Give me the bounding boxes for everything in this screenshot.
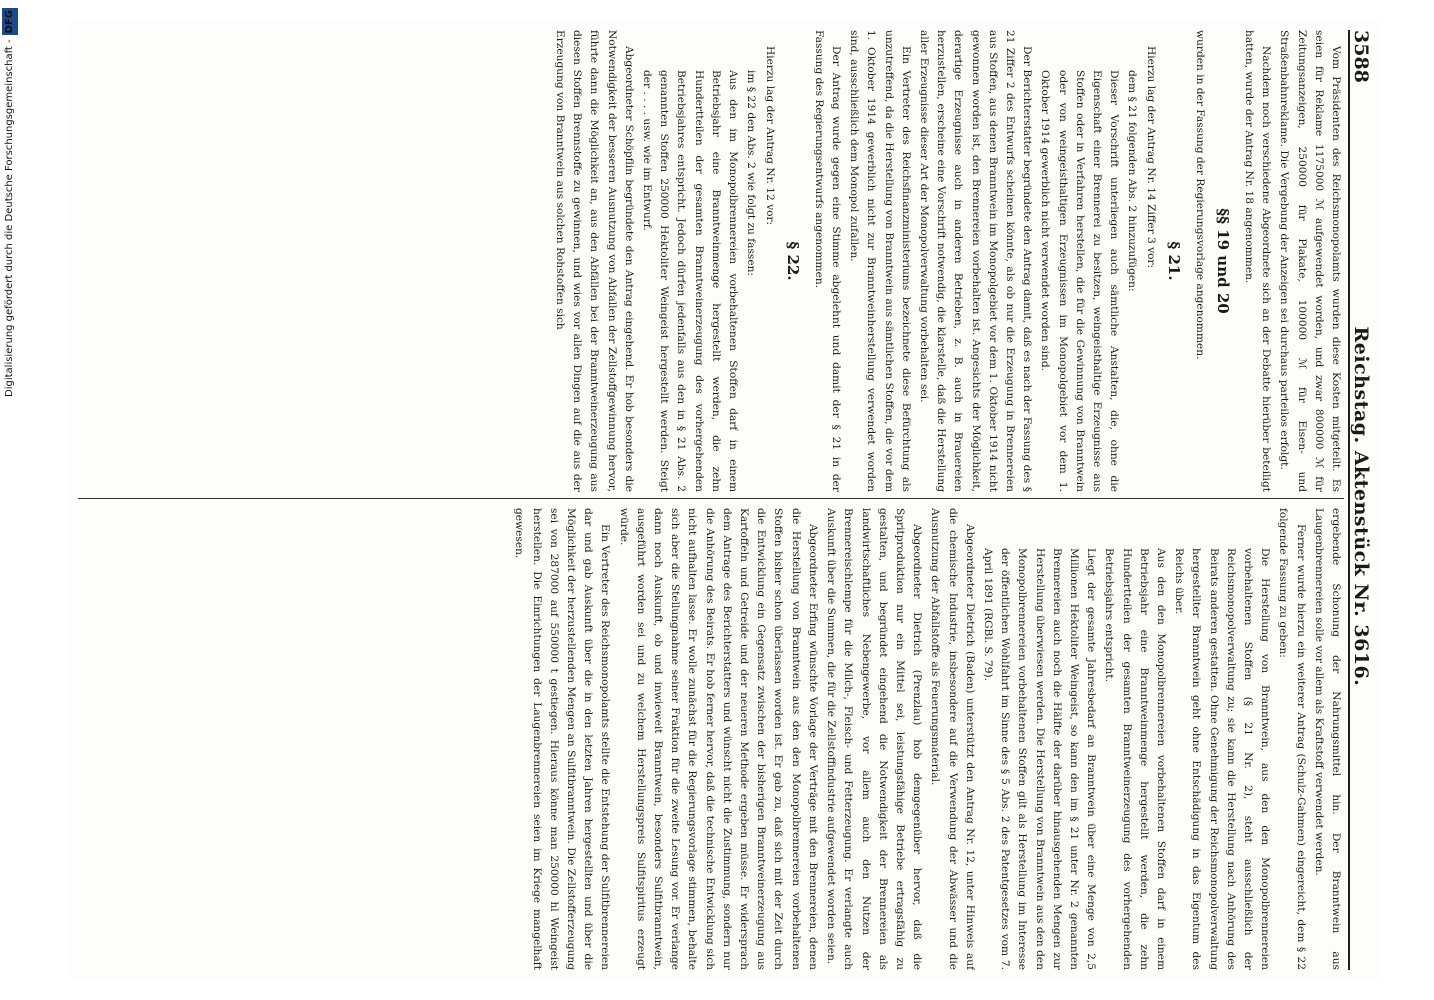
left-column: [74, 30, 1344, 492]
paragraph: Hierzu lag der Antrag Nr. 14 Ziffer 3 vor:: [1144, 46, 1157, 269]
paragraph: ergebende Schonung der Nahrungsmittel hin. Der Branntwein aus Laugenbrennereien solle vor allem als Kraftstoff verwendet werden.: [1312, 508, 1342, 970]
paragraph: wurden in der Fassung der Regierungsvorlage angenommen.: [1193, 30, 1206, 360]
paragraph: Ferner wurde hierzu ein weiterer Antrag (Schulz-Gahmen) eingereicht, dem § 22 folgende Fassung zu geben:: [1277, 508, 1307, 970]
dfg-logo: DFG: [2, 8, 18, 35]
section-heading: § 21.: [1164, 241, 1183, 281]
quoted-paragraph: Aus den den Monopolbrennereien vorbehaltenen Stoffen darf in einem Betriebsjahr eine Branntweinmenge hergestellt werden, die zehn Hundertteilen der gesamten Branntweinerzeugung des vorhergehenden Betriebsjahrs entspricht.: [1103, 548, 1167, 970]
paragraph: Hierzu lag der Antrag Nr. 12 vor:: [763, 46, 776, 226]
document-page: [70, 20, 1380, 980]
paragraph: Ein Vertreter des Reichsmonopolamts stellte die Entstehung der Sulfitbrennereien dar und gab Auskunft über die in den letzten Jahren hergestellten und über die Möglichkeit der herzustellenden Mengen an Sulfitbranntwein. Die Zellstofferzeugung sei von 287000 auf 550000 t gestiegen. Hieraus könne man 250000 hl Weingeist herstellen. Die Einrichtungen der Laugenbrennereien seien im Kriege mangelhaft gewesen.: [513, 508, 612, 970]
paragraph: Abgeordneter Dietrich (Baden) unterstützt den Antrag Nr. 12, unter Hinweis auf die chemische Industrie, insbesondere auf die Verwendung der Abwässer und die Ausnutzung der Abfallstoffe als Feuerungsmaterial.: [929, 508, 976, 970]
quoted-paragraph: dem § 21 folgenden Abs. 2 hinzuzufügen:: [1126, 70, 1139, 292]
paragraph: Der Berichterstatter begründete den Antrag damit, daß es nach der Fassung des § 21 Ziffer 2 des Entwurfs scheinen könnte, als ob nur die Erzeugung in Brennereien aus Stoffen, aus denen Branntwein im Monopolgebiet vor dem 1. Oktober 1914 nicht gewonnen worden ist, den Brennereien vorbehalten ist. Angesichts der Möglichkeit, derartige Erzeugnisse auch in anderen Betrieben, z. B. auch in Brauereien herzustellen, erscheine eine Vorschrift notwendig, die klarstelle, daß die Herstellung aller Erzeugnisse dieser Art der Monopolverwaltung vorbehalten sei.: [917, 30, 1034, 492]
paragraph: Abgeordneter Dietrich (Prenzlau) hob demgegenüber hervor, daß die Spritproduktion nur ein Mittel sei, leistungsfähige Betriebe ertragsfähig zu gestalten, und begründet eingehend die Notwendigkeit der Brennereien als landwirtschaftliches Nebengewerbe, vor allem auch den Nutzen der Brennereischlempe für die Milch-, Fleisch- und Fetterzeugung. Er verlangte auch Auskunft über die Summen, die für die Zellstoffindustrie aufgewendet worden seien.: [825, 508, 924, 970]
page-number: 3588: [1350, 30, 1372, 83]
page-header: [1348, 30, 1376, 970]
paragraph: Vom Präsidenten des Reichsmonopolamts wurden diese Kosten mitgeteilt. Es seien für Reklame 1175000 ℳ aufgewendet worden, und zwar 800000 ℳ für Zeitungsanzeigen, 250000 für Plakate, 100000 ℳ für Eisen- und Straßenbahnreklame. Die Vergebung der Anzeigen sei durchaus parteilos erfolgt.: [1278, 30, 1342, 492]
side-credit-text: [2, 8, 18, 992]
section-heading: §§ 19 und 20: [1213, 208, 1232, 314]
section-heading: § 22.: [783, 241, 802, 281]
quoted-paragraph: im § 22 den Abs. 2 wie folgt zu fassen:: [745, 70, 758, 276]
side-credit: [2, 8, 18, 992]
running-title: Reichstag. Aktenstück Nr. 3616.: [1350, 326, 1372, 687]
paragraph: Der Antrag wurde gegen eine Stimme abgelehnt und damit der § 21 in der Fassung des Regierungsentwurfs angenommen.: [812, 30, 842, 492]
quoted-paragraph: Dieser Vorschrift unterliegen auch sämtliche Anstalten, die, ohne die Eigenschaft einer Brennerei zu besitzen, weingeisthaltige Erzeugnisse aus Stoffen oder in Verfahren herstellen, die für die Gewinnung von Branntwein oder von weingeisthaltigen Erzeugnissen im Monopolgebiet vor dem 1. Oktober 1914 gewerblich nicht verwendet worden sind.: [1039, 70, 1121, 492]
paragraph: Nachdem noch verschiedene Abgeordnete sich an der Debatte hierüber beteiligt hatten, wurde der Antrag Nr. 18 angenommen.: [1242, 30, 1273, 492]
right-column: [74, 508, 1344, 970]
side-credit-label: Digitalisierung gefördert durch die Deutsche Forschungsgemeinschaft -: [4, 39, 15, 397]
quoted-paragraph: Aus den im Monopolbrennereien vorbehaltenen Stoffen darf in einem Betriebsjahr eine Branntweinmenge hergestellt werden, die zehn Hundertteilen der gesamten Branntweinerzeugung des vorhergehenden Betriebsjahres entspricht. Jedoch dürfen jedenfalls aus den in § 21 Abs. 2 genannten Stoffen 250000 Hektoliter Weingeist hergestellt werden. Steigt der . . . . usw. wie im Entwurf.: [641, 70, 740, 492]
quoted-paragraph: Liegt der gesamte Jahresbedarf an Branntwein über eine Menge von 2,5 Millionen Hektoliter Weingeist, so kann den im § 21 unter Nr. 2 genannten Brennereien auch noch die Hälfte der darüber hinausgehenden Mengen zur Herstellung überwiesen werden. Die Herstellung von Branntwein aus den den Monopolbrennereien vorbehaltenen Stoffen gilt als Herstellung im Interesse der öffentlichen Wohlfahrt im Sinne des § 5 Abs. 2 des Patentgesetzes vom 7. April 1891 (RGBl. S. 79).: [981, 548, 1098, 970]
paragraph: Abgeordneter Schöpflin begründete den Antrag eingehend. Er hob besonders die Notwendigkeit der besseren Ausnutzung von Abfallen der Zellstoffgewinnung hervor, führte dann die Möglichkeit an, aus den Abfällen bei der Branntweinerzeugung aus diesen Stoffen Brennstoffe zu gewinnen, und wies vor allen Dingen auf die aus der Erzeugung von Branntwein aus solchen Rohstoffen sich: [554, 30, 635, 492]
paragraph: Ein Vertreter des Reichsfinanzministeriums bezeichnete diese Befürchtung als unzutreffend, da die Herstellung von Branntwein aus sämtlichen Stoffen, die vor dem 1. Oktober 1914 gewerblich nicht zur Branntweinherstellung verwendet worden sind, ausschließlich dem Monopol zufallen.: [848, 30, 912, 492]
column-divider: [78, 498, 1344, 499]
paragraph: Abgeordneter Erfing wünschte Vorlage der Verträge mit den Brennereien, denen die Herstellung von Branntwein aus den den Monopolbrennereien vorbehaltenen Stoffen bisher schon überlassen worden ist. Er gab zu, daß sich mit der Zeit durch die Entwicklung ein Gegensatz zwischen der bisherigen Branntweinerzeugung aus Kartoffeln und Getreide und der neueren Methode ergeben müsse. Er widersprach dem Antrage des Berichterstatters und wünscht nicht die Zustimmung, sondern nur die Anhörung des Beirats. Er hob ferner hervor, daß die technische Entwicklung sich nicht aufhalten lasse. Er wolle zunächst für die Regierungsvorlage stimmen, behalte sich aber die Stellungnahme seiner Fraktion für die zweite Lesung vor. Er verlange dann noch Auskunft, ob und inwieweit Branntwein, besonders Sulfitbranntwein, ausgeführt worden sei und zu welchem Herstellungspreis Sulfitspiritus erzeugt würde.: [617, 508, 819, 970]
quoted-paragraph: Die Herstellung von Branntwein, aus den den Monopolbrennereien vorbehaltenen Stoffen (§ 21 Nr. 2), steht ausschließlich der Reichsmonopolverwaltung zu; sie kann die Herstellung nach Anhörung des Beirats anderen gestatten. Ohne Genehmigung der Reichsmonopolverwaltung hergestellter Branntwein geht ohne Entschädigung in das Eigentum des Reichs über.: [1173, 548, 1272, 970]
